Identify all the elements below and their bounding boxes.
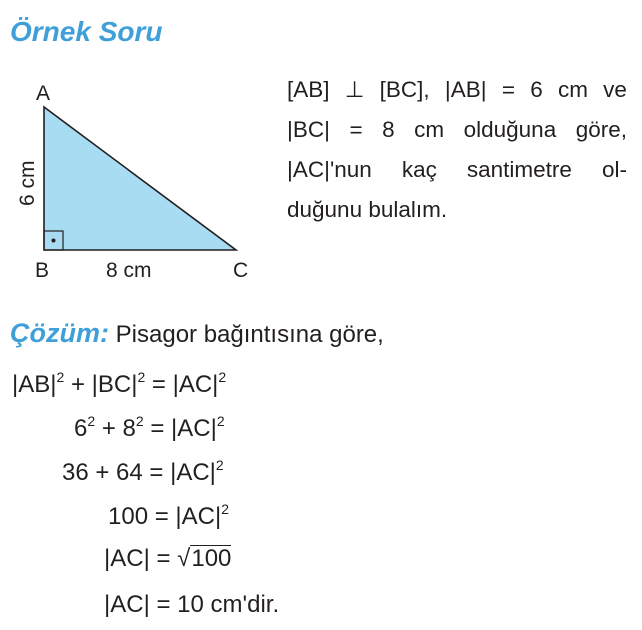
page-title: Örnek Soru: [10, 16, 163, 47]
triangle-diagram: [0, 70, 270, 290]
eq-term: = |AC|: [143, 415, 217, 442]
problem-word: [AB]: [287, 77, 330, 102]
problem-word: 6: [530, 77, 543, 102]
problem-word: 8: [382, 117, 395, 142]
eq-exponent: 2: [216, 413, 225, 429]
problem-word: =: [501, 77, 515, 102]
eq-term: |AC| = 10 cm'dir.: [104, 591, 280, 618]
equation-step-3: [62, 458, 224, 490]
problem-line-1: [287, 70, 627, 110]
eq-term: + |BC|: [64, 371, 138, 398]
eq-exponent: 2: [137, 369, 146, 385]
eq-term: = |AC|: [145, 371, 219, 398]
eq-exponent: 2: [56, 369, 65, 385]
solution-label: Çözüm:: [10, 318, 109, 348]
side-bc-label: 8 cm: [106, 259, 152, 282]
problem-word: |AB|: [444, 77, 487, 102]
eq-term: |AB|: [12, 371, 57, 398]
sqrt-sign: √: [177, 545, 191, 572]
triangle-figure: [0, 70, 270, 290]
problem-statement: [287, 70, 627, 230]
problem-word: olduğuna: [463, 117, 557, 142]
problem-word: kaç: [401, 157, 437, 182]
problem-word: duğunu bulalım.: [287, 197, 448, 222]
problem-word: ve: [603, 77, 627, 102]
side-ab-label: 6 cm: [16, 160, 39, 206]
vertex-a-label: A: [36, 82, 51, 105]
problem-word: göre,: [575, 117, 627, 142]
equation-step-6: [104, 590, 279, 620]
solution-heading: [10, 318, 384, 350]
problem-line-4: [287, 190, 627, 230]
sqrt-radicand: 100: [191, 545, 232, 572]
right-angle-dot: [52, 239, 56, 243]
problem-word: =: [349, 117, 363, 142]
problem-word: santimetre: [466, 157, 572, 182]
eq-term: 100 = |AC|: [108, 503, 222, 530]
problem-word: [BC],: [379, 77, 430, 102]
vertex-c-label: C: [233, 259, 249, 282]
square-root: [177, 544, 231, 574]
equation-step-2: [74, 414, 225, 446]
equation-step-4: [108, 502, 229, 534]
eq-exponent: 2: [87, 413, 96, 429]
eq-term: |AC| =: [104, 545, 178, 572]
problem-word: |AC|'nun: [287, 157, 372, 182]
problem-word: ⊥: [344, 77, 365, 102]
eq-exponent: 2: [135, 413, 144, 429]
eq-exponent: 2: [218, 369, 227, 385]
problem-word: ol-: [601, 157, 627, 182]
eq-term: 36 + 64 = |AC|: [62, 459, 216, 486]
solution-intro: Pisagor bağıntısına göre,: [108, 321, 384, 348]
problem-word: |BC|: [287, 117, 330, 142]
eq-term: 6: [74, 415, 88, 442]
problem-line-3: [287, 150, 627, 190]
equation-step-5: [104, 544, 231, 574]
eq-term: + 8: [95, 415, 136, 442]
equation-step-1: [12, 370, 226, 402]
eq-exponent: 2: [215, 457, 224, 473]
triangle-abc: [44, 107, 236, 250]
problem-word: cm: [557, 77, 588, 102]
problem-word: cm: [414, 117, 445, 142]
vertex-b-label: B: [35, 259, 50, 282]
eq-exponent: 2: [221, 501, 229, 517]
problem-line-2: [287, 110, 627, 150]
